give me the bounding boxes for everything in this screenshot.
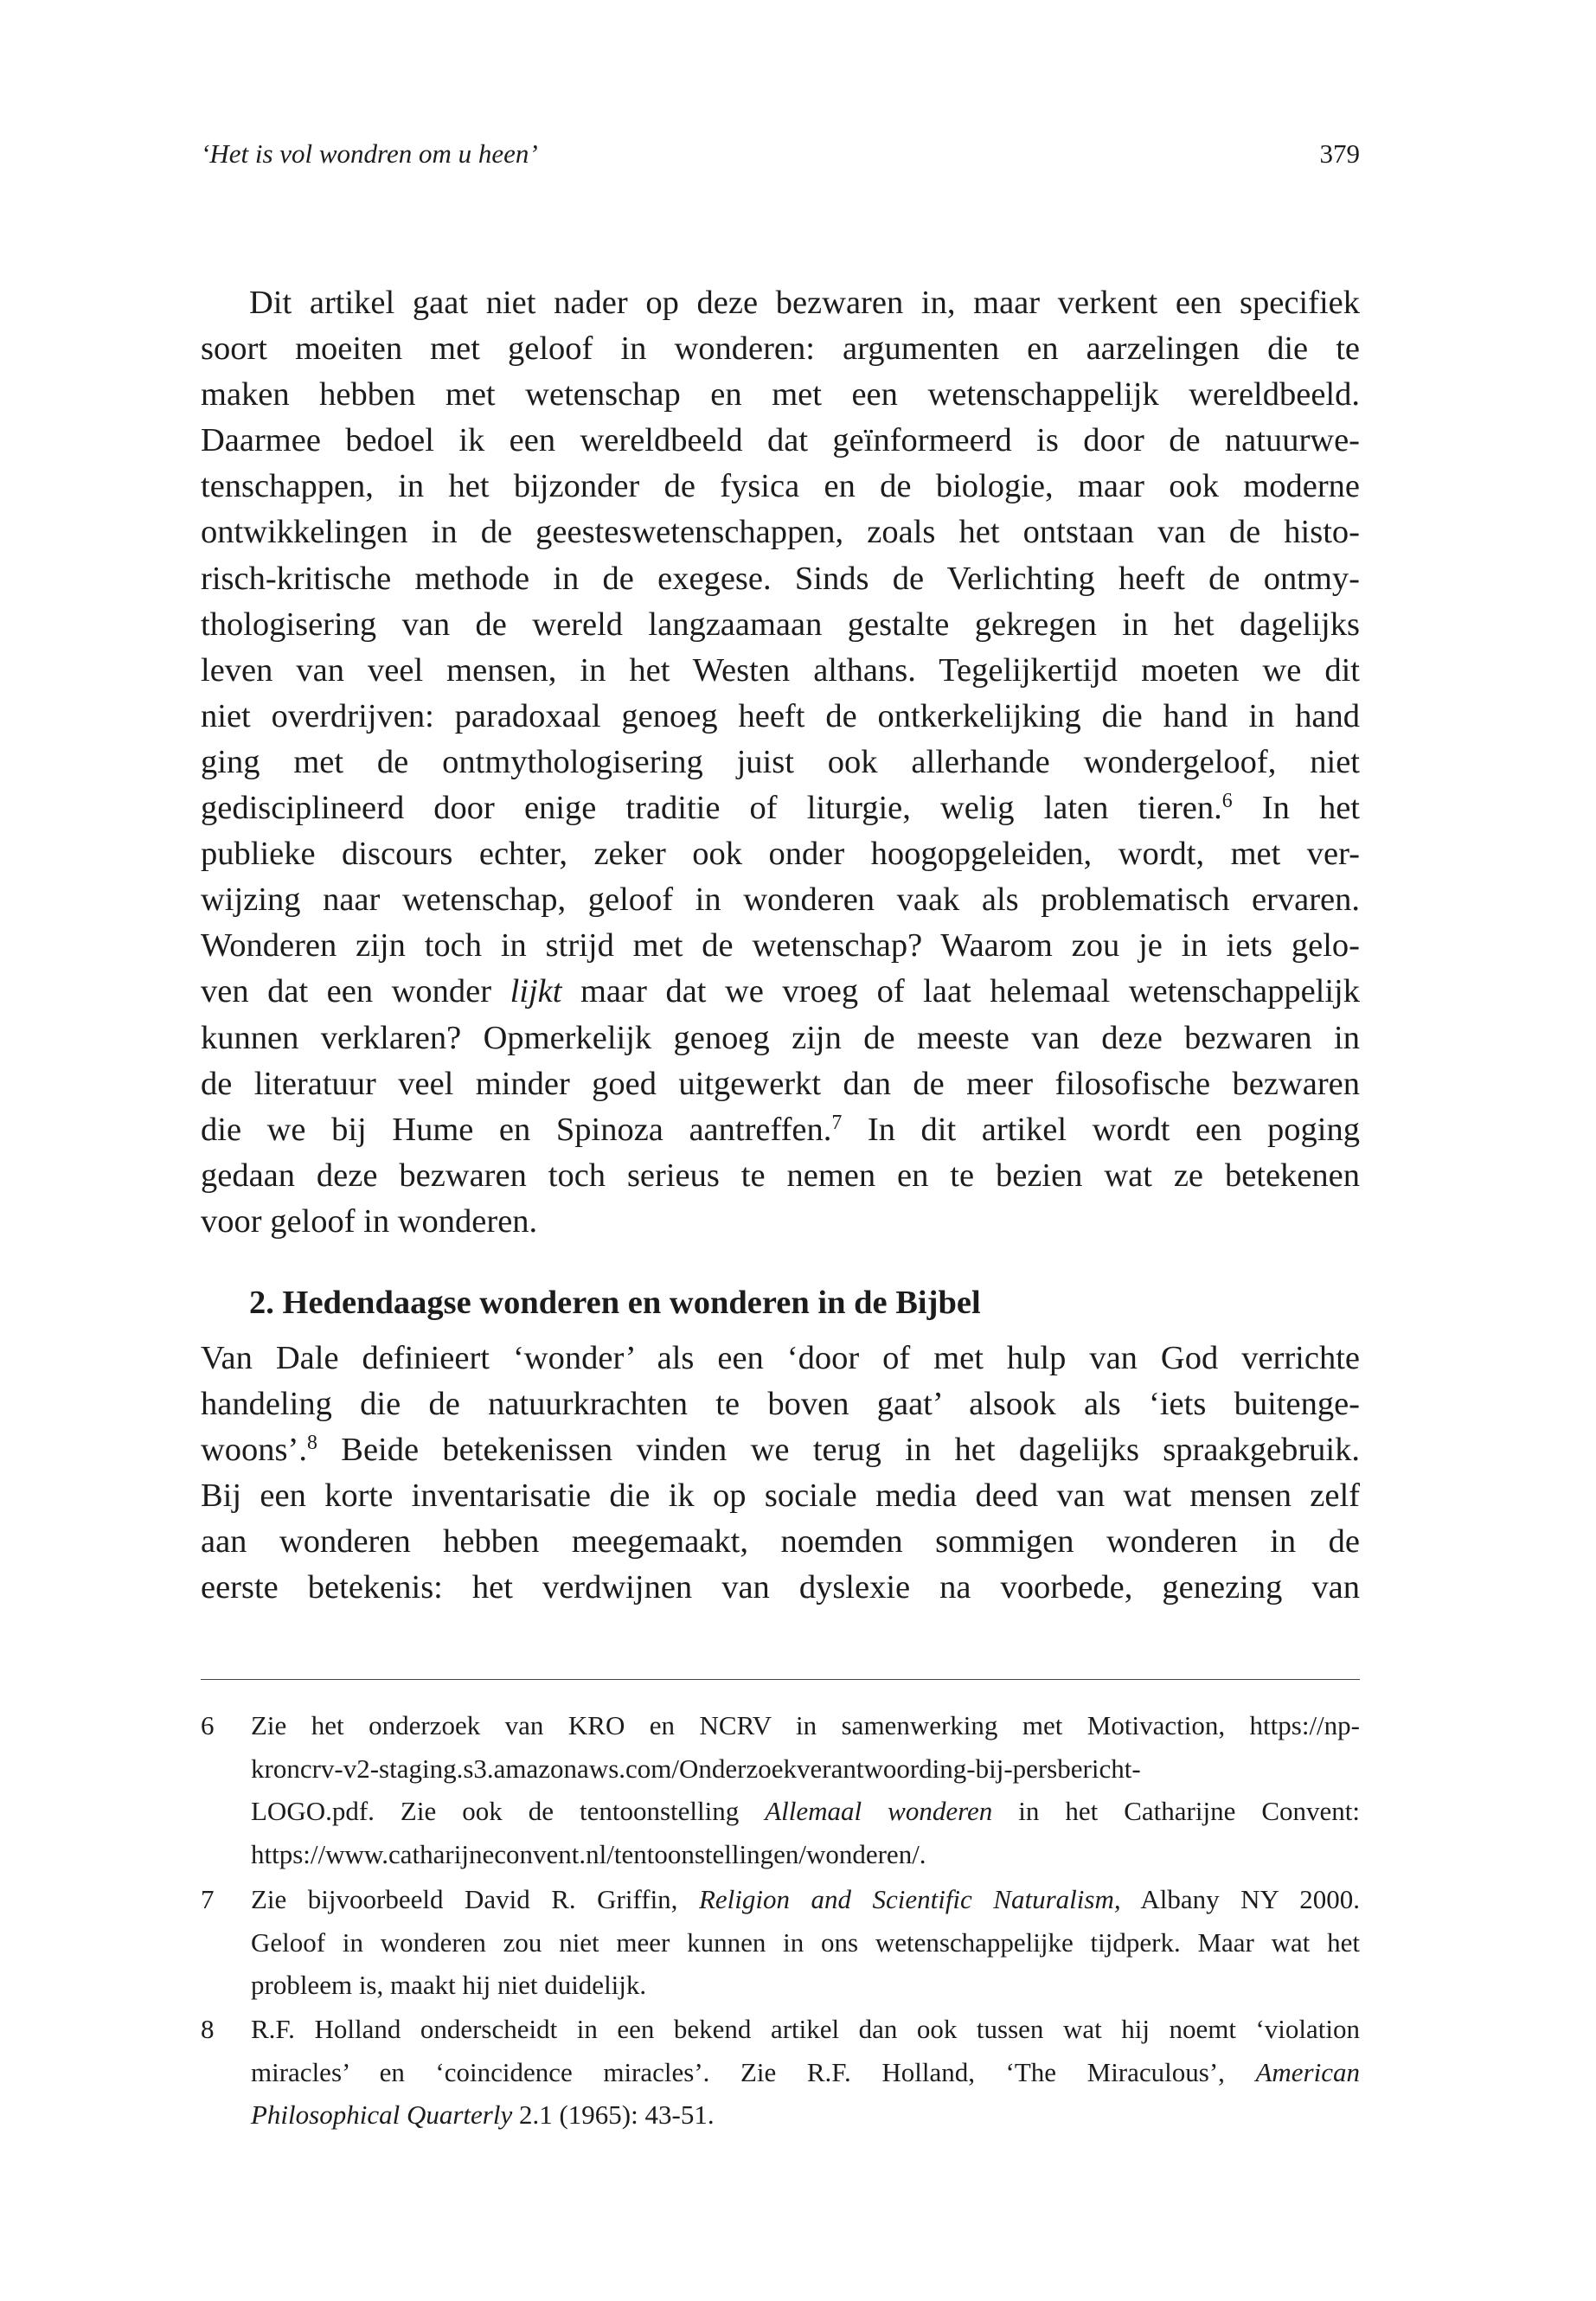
text-line: https://www.catharijneconvent.nl/tentoonstellingen/wonderen/. — [251, 1839, 926, 1870]
text-run: maar dat we vroeg of laat helemaal wetenschappelijk — [561, 973, 1360, 1010]
text-line: kroncrv-v2-staging.s3.amazonaws.com/Onderzoekverantwoording-bij-persbericht- — [251, 1753, 1141, 1784]
text-line: publieke discours echter, zeker ook onder hoogopgeleiden, wordt, met ver- — [201, 836, 1360, 873]
text-line: Dit artikel gaat niet nader op deze bezwaren in, maar verkent een specifiek — [249, 285, 1360, 321]
text-line: probleem is, maakt hij niet duidelijk. — [251, 1970, 647, 2001]
footnote-text — [251, 1704, 1360, 1876]
footnote-7 — [201, 1878, 1360, 2007]
running-title: ‘Het is vol wondren om u heen’ — [201, 138, 538, 169]
text-run: die we bij Hume en Spinoza aantreffen. — [201, 1111, 832, 1148]
italic-text: Religion and Scientific Naturalism, — [698, 1884, 1121, 1914]
text-line: kunnen verklaren? Opmerkelijk genoeg zijn de meeste van deze bezwaren in — [201, 1019, 1360, 1056]
text-line: eerste betekenis: het verdwijnen van dyslexie na voorbede, genezing van — [201, 1569, 1360, 1606]
text-line: aan wonderen hebben meegemaakt, noemden sommigen wonderen in de — [201, 1523, 1360, 1561]
text-line — [251, 2051, 1360, 2094]
footnote-number: 7 — [201, 1884, 215, 1914]
text-line — [201, 969, 1360, 1015]
italic-text: Allemaal wonderen — [765, 1796, 993, 1827]
text-run: in het Catharijne Convent: — [992, 1796, 1361, 1827]
text-run: Beide betekenissen vinden we terug in het dagelijks spraakgebruik. — [317, 1432, 1360, 1469]
footnote-text — [251, 1878, 1360, 2007]
text-run: In het — [1232, 790, 1361, 827]
text-run: Zie bijvoorbeeld David R. Griffin, — [251, 1884, 699, 1914]
text-run: gedisciplineerd door enige traditie of liturgie, welig laten tieren. — [201, 790, 1222, 827]
text-line — [251, 1790, 1360, 1833]
text-line — [251, 2093, 1360, 2137]
text-line: Wonderen zijn toch in strijd met de wetenschap? Waarom zou je in iets gelo- — [201, 927, 1360, 965]
text-line: risch-kritische methode in de exegese. Sinds de Verlichting heeft de ontmy- — [201, 560, 1360, 597]
text-line: Daarmee bedoel ik een wereldbeeld dat geïnformeerd is door de natuurwe- — [201, 422, 1360, 459]
text-run: Albany NY 2000. — [1120, 1884, 1361, 1914]
italic-text: Philosophical Quarterly — [251, 2099, 513, 2131]
text-line: Bij een korte inventarisatie die ik op sociale media deed van wat mensen zelf — [201, 1477, 1360, 1515]
footnote-divider — [201, 1679, 1360, 1680]
text-line: niet overdrijven: paradoxaal genoeg heeft de ontkerkelijking die hand in hand — [201, 697, 1360, 734]
text-run: LOGO.pdf. Zie ook de tentoonstelling — [251, 1796, 766, 1827]
text-line: ontwikkelingen in de geesteswetenschappen, zoals het ontstaan van de histo- — [201, 514, 1360, 551]
text-line: leven van veel mensen, in het Westen althans. Tegelijkertijd moeten we dit — [201, 651, 1360, 689]
footnote-reference: 7 — [831, 1111, 843, 1134]
text-line: wijzing naar wetenschap, geloof in wonderen vaak als problematisch ervaren. — [201, 881, 1360, 919]
text-line — [201, 785, 1360, 831]
text-line: handeling die de natuurkrachten te boven gaat’ alsook als ‘iets buitenge- — [201, 1386, 1360, 1423]
footnote-number: 8 — [201, 2014, 215, 2044]
text-line: Geloof in wonderen zou niet meer kunnen in ons wetenschappelijke tijdperk. Maar wat het — [251, 1926, 1360, 1958]
section-heading: 2. Hedendaagse wonderen en wonderen in de Bijbel — [249, 1285, 981, 1321]
text-run: woons’. — [201, 1432, 307, 1469]
running-header — [201, 138, 1360, 170]
italic-text: lijkt — [510, 973, 562, 1010]
italic-text: American — [1255, 2056, 1360, 2087]
footnote-reference: 8 — [306, 1432, 317, 1455]
body-paragraph-1 — [201, 280, 1360, 1245]
text-line — [201, 1427, 1360, 1473]
text-line: Van Dale definieert ‘wonder’ als een ‘door of met hulp van God verrichte — [201, 1340, 1360, 1376]
footnote-reference: 6 — [1221, 789, 1233, 812]
text-line: voor geloof in wonderen. — [201, 1202, 538, 1240]
footnote-text — [251, 2008, 1360, 2137]
text-run: 2.1 (1965): 43-51. — [512, 2099, 715, 2131]
page-number: 379 — [1319, 138, 1360, 169]
text-line: gedaan deze bezwaren toch serieus te nemen en te bezien wat ze betekenen — [201, 1157, 1360, 1194]
text-line: maken hebben met wetenschap en met een wetenschappelijk wereldbeeld. — [201, 376, 1360, 413]
text-line: Zie het onderzoek van KRO en NCRV in samenwerking met Motivaction, https://np- — [251, 1710, 1360, 1740]
text-line — [251, 1878, 1360, 1921]
text-run: miracles’ en ‘coincidence miracles’. Zie R.F. Holland, ‘The Miraculous’, — [251, 2056, 1256, 2087]
text-line: tenschappen, in het bijzonder de fysica en de biologie, maar ook moderne — [201, 468, 1360, 505]
text-run: In dit artikel wordt een poging — [842, 1111, 1360, 1148]
text-run: ven dat een wonder — [201, 973, 510, 1010]
footnote-8 — [201, 2008, 1360, 2137]
text-line — [201, 1107, 1360, 1153]
text-line: R.F. Holland onderscheidt in een bekend artikel dan ook tussen wat hij noemt ‘violation — [251, 2014, 1360, 2044]
footnote-number: 6 — [201, 1710, 215, 1740]
body-paragraph-2 — [201, 1336, 1360, 1612]
text-line: thologisering van de wereld langzaamaan gestalte gekregen in het dagelijks — [201, 606, 1360, 643]
text-line: soort moeiten met geloof in wonderen: argumenten en aarzelingen die te — [201, 330, 1360, 368]
footnote-6 — [201, 1704, 1360, 1876]
text-line: de literatuur veel minder goed uitgewerkt dan de meer filosofische bezwaren — [201, 1065, 1360, 1102]
text-line: ging met de ontmythologisering juist ook allerhande wondergeloof, niet — [201, 743, 1360, 780]
